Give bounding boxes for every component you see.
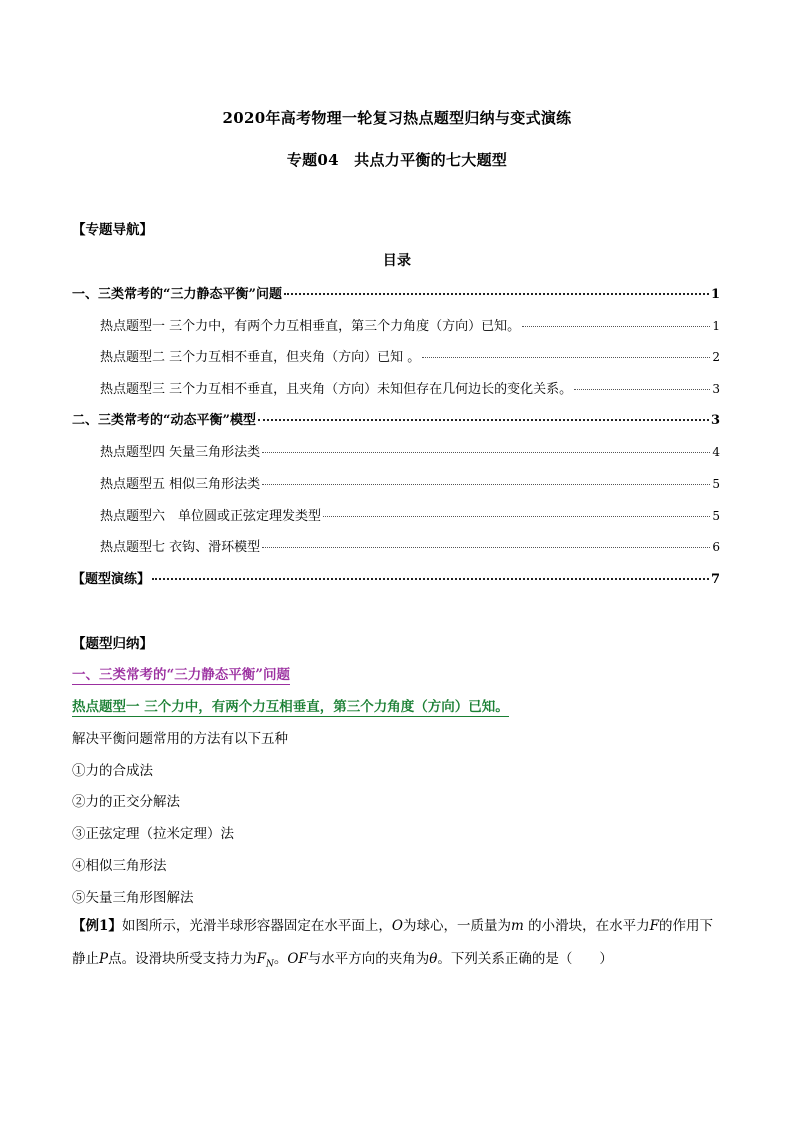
math-symbol: F	[256, 951, 266, 967]
toc-leader-dots	[284, 292, 709, 295]
example-text: 。	[273, 951, 288, 967]
example-text: 点。设滑块所受支持力为	[108, 951, 257, 967]
toc-entry-text: 二、三类常考的“动态平衡”模型	[72, 413, 256, 428]
example-text: 为球心，一质量为	[402, 918, 511, 934]
toc-title: 目录	[382, 253, 412, 269]
method-item: ⑤矢量三角形图解法	[72, 890, 194, 906]
toc-leader-dots	[262, 483, 710, 485]
example-text: 与水平方向的夹角为	[307, 951, 430, 967]
toc-entry-text: 热点题型五 相似三角形法类	[100, 477, 261, 492]
example-text: 的作用下静止	[72, 918, 713, 967]
toc-page-number: 5	[712, 509, 720, 523]
toc-leader-dots	[152, 577, 709, 580]
toc-page-number: 2	[712, 350, 720, 364]
method-item: ④相似三角形法	[72, 858, 167, 874]
toc-entry-text: 热点题型一 三个力中，有两个力互相垂直，第三个力角度（方向）已知。	[100, 319, 521, 334]
toc-entry[interactable]	[100, 315, 720, 334]
toc-page-number: 1	[712, 319, 720, 333]
math-symbol: O	[391, 918, 403, 934]
toc-page-number: 6	[712, 540, 720, 554]
toc-entry[interactable]	[100, 473, 720, 492]
example-text: 如图所示，光滑半球形容器固定在水平面上，	[121, 918, 392, 934]
example-text: 。下列关系正确的是（ ）	[437, 951, 613, 967]
math-symbol: OF	[287, 951, 308, 967]
toc-leader-dots	[422, 356, 710, 358]
example-problem	[72, 910, 722, 982]
math-symbol: m	[510, 918, 524, 934]
nav-label: 【专题导航】	[72, 222, 153, 238]
toc-page-number: 5	[712, 477, 720, 491]
toc-entry[interactable]	[100, 505, 720, 524]
math-subscript: N	[265, 959, 274, 970]
toc-entry-text: 热点题型二 三个力互相不垂直，但夹角（方向）已知 。	[100, 350, 421, 365]
toc-entry[interactable]	[100, 441, 720, 460]
method-item: ③正弦定理（拉米定理）法	[72, 826, 234, 842]
summary-label: 【题型归纳】	[72, 636, 153, 652]
toc-entry[interactable]	[72, 568, 720, 587]
toc-page-number: 3	[712, 382, 720, 396]
toc-entry-text: 一、三类常考的“三力静态平衡”问题	[72, 287, 282, 302]
toc-page-number: 4	[712, 445, 720, 459]
intro-text: 解决平衡问题常用的方法有以下五种	[72, 731, 288, 747]
example-text: 的小滑块，在水平力	[523, 918, 650, 934]
toc-entry-text: 热点题型六 单位圆或正弦定理发类型	[100, 509, 322, 524]
toc-leader-dots	[262, 451, 710, 453]
toc-entry[interactable]	[100, 378, 720, 397]
toc-leader-dots	[258, 418, 709, 421]
toc-leader-dots	[522, 325, 710, 327]
toc-page-number: 1	[710, 287, 720, 302]
math-symbol: F	[649, 918, 659, 934]
math-symbol: θ	[429, 951, 438, 967]
math-symbol: P	[99, 951, 109, 967]
toc-entry[interactable]	[72, 409, 720, 428]
subsection-heading: 热点题型一 三个力中，有两个力互相垂直，第三个力角度（方向）已知。	[72, 695, 509, 717]
toc-entry[interactable]	[100, 536, 720, 555]
main-title: 2020年高考物理一轮复习热点题型归纳与变式演练	[222, 109, 572, 127]
toc-entry-text: 【题型演练】	[72, 572, 151, 587]
toc-entry-text: 热点题型四 矢量三角形法类	[100, 445, 261, 460]
toc-page-number: 3	[710, 413, 720, 428]
toc-entry[interactable]	[100, 346, 720, 365]
sub-title: 专题04 共点力平衡的七大题型	[286, 151, 508, 169]
section-heading: 一、三类常考的“三力静态平衡”问题	[72, 663, 290, 685]
toc-page-number: 7	[710, 572, 720, 587]
method-item: ②力的正交分解法	[72, 794, 180, 810]
example-tag: 【例1】	[72, 918, 122, 934]
toc-leader-dots	[323, 515, 710, 517]
toc-entry-text: 热点题型七 衣钩、滑环模型	[100, 540, 261, 555]
toc-entry[interactable]	[72, 283, 720, 302]
toc-entry-text: 热点题型三 三个力互相不垂直，且夹角（方向）未知但存在几何边长的变化关系。	[100, 382, 573, 397]
method-item: ①力的合成法	[72, 763, 153, 779]
toc-leader-dots	[574, 388, 710, 390]
toc-leader-dots	[262, 546, 710, 548]
